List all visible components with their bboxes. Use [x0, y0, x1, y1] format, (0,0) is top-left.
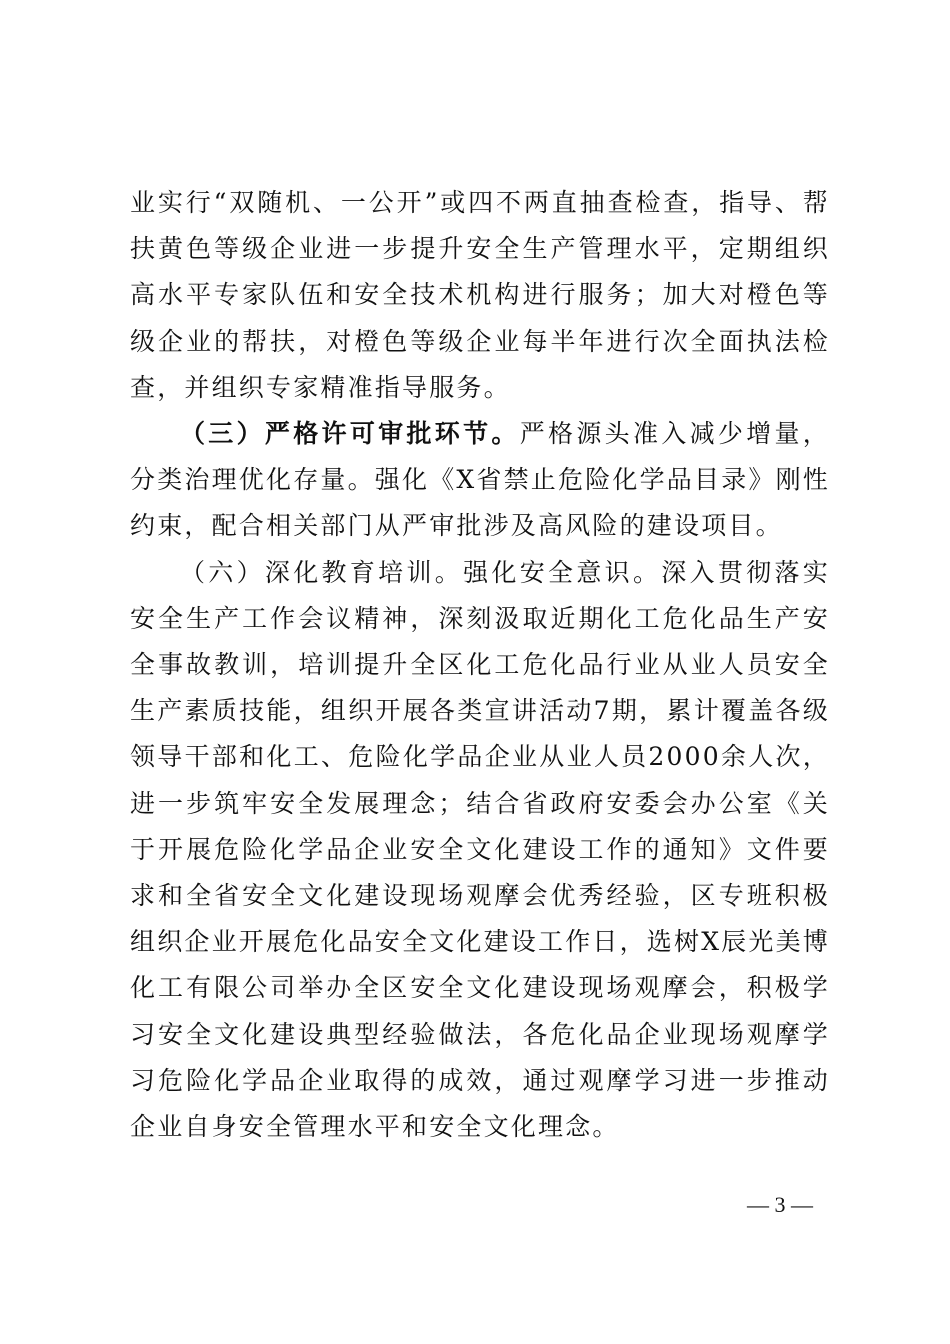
document-body [130, 180, 830, 1150]
paragraph-2-text: 严格源头准入减少增量，分类治理优化存量。强化《X省禁止危险化学品目录》刚性约束，配合相关部门从严审批涉及高风险的建设项目。 [130, 419, 831, 541]
paragraph-1 [130, 180, 830, 411]
paragraph-1-text: 业实行“双随机、一公开”或四不两直抽查检查，指导、帮扶黄色等级企业进一步提升安全生产管理水平，定期组织高水平专家队伍和安全技术机构进行服务；加大对橙色等级企业的帮扶，对橙色等级企业每半年进行次全面执法检查，并组织专家精准指导服务。 [130, 188, 830, 402]
page-number: — 3 — [747, 1192, 813, 1217]
paragraph-2 [130, 411, 830, 550]
paragraph-2-heading: （三）严格许可审批环节。 [180, 419, 520, 449]
paragraph-3-text: （六）深化教育培训。强化安全意识。深入贯彻落实安全生产工作会议精神，深刻汲取近期化工危化品生产安全事故教训，培训提升全区化工危化品行业从业人员安全生产素质技能，组织开展各类宣讲活动7期，累计覆盖各级领导干部和化工、危险化学品企业从业人员2000余人次，进一步筑牢安全发展理念；结合省政府安委会办公室《关于开展危险化学品企业安全文化建设工作的通知》文件要求和全省安全文化建设现场观摩会优秀经验，区专班积极组织企业开展危化品安全文化建设工作日，选树X辰光美博化工有限公司举办全区安全文化建设现场观摩会，积极学习安全文化建设典型经验做法，各危化品企业现场观摩学习危险化学品企业取得的成效，通过观摩学习进一步推动企业自身安全管理水平和安全文化理念。 [130, 557, 831, 1142]
paragraph-3 [130, 550, 830, 1151]
